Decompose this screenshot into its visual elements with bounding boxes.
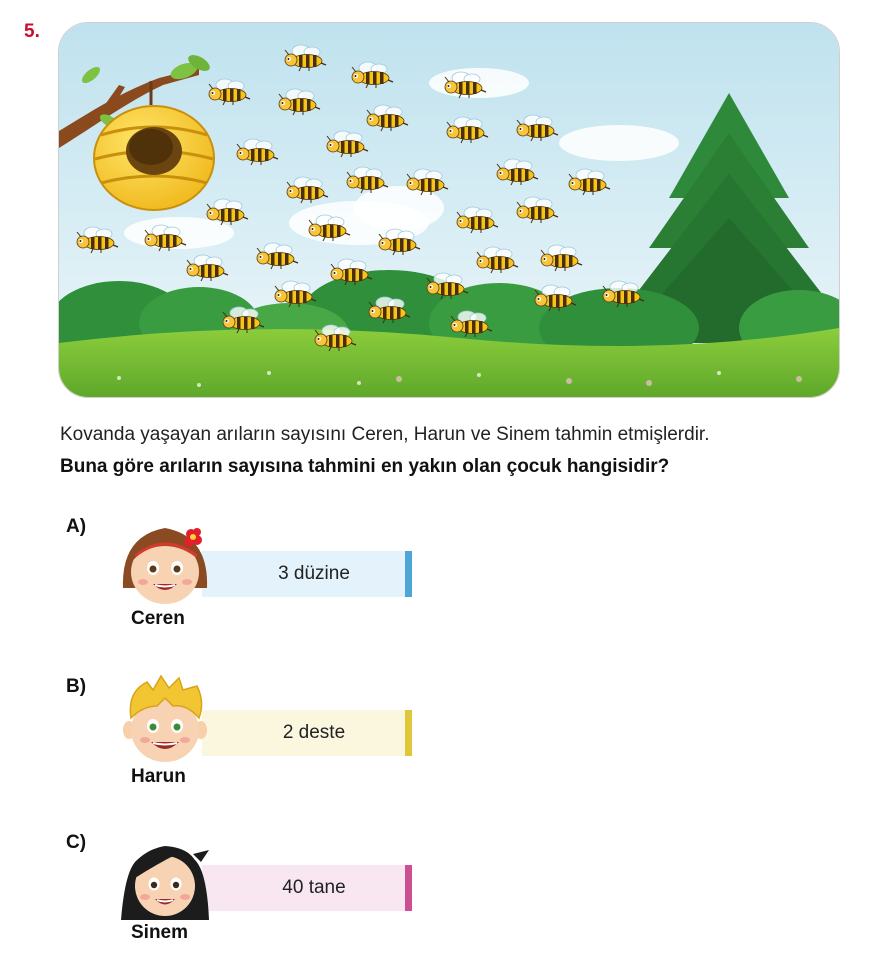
bee-scene-svg — [59, 23, 839, 397]
bubble-edge — [405, 865, 412, 911]
guess-bubble — [202, 865, 412, 911]
option-letter: A) — [66, 516, 87, 537]
child-name: Ceren — [131, 608, 185, 629]
child-name: Sinem — [131, 922, 189, 943]
beehive-icon — [94, 106, 214, 210]
question-prompt: Buna göre arıların sayısına tahmini en yakın olan çocuk hangisidir? — [60, 456, 670, 477]
bubble-edge — [405, 710, 412, 756]
guess-text: 40 tane — [282, 877, 346, 898]
bubble-edge — [405, 551, 412, 597]
guess-bubble — [202, 710, 412, 756]
boy-blond-hair-icon — [117, 672, 213, 768]
option-letter: B) — [66, 676, 87, 697]
option-c[interactable] — [0, 828, 871, 958]
question-number: 5. — [24, 21, 40, 42]
guess-text: 3 düzine — [278, 563, 350, 584]
girl-brown-hair-icon — [117, 516, 213, 612]
child-name: Harun — [131, 766, 186, 787]
option-letter: C) — [66, 832, 87, 853]
option-a[interactable] — [0, 512, 871, 642]
guess-text: 2 deste — [282, 722, 346, 743]
girl-black-hair-icon — [117, 830, 213, 926]
question-statement: Kovanda yaşayan arıların sayısını Ceren, Harun ve Sinem tahmin etmişlerdir. — [60, 424, 710, 445]
bee-scene-illustration — [58, 22, 840, 398]
option-b[interactable] — [0, 672, 871, 802]
guess-bubble — [202, 551, 412, 597]
